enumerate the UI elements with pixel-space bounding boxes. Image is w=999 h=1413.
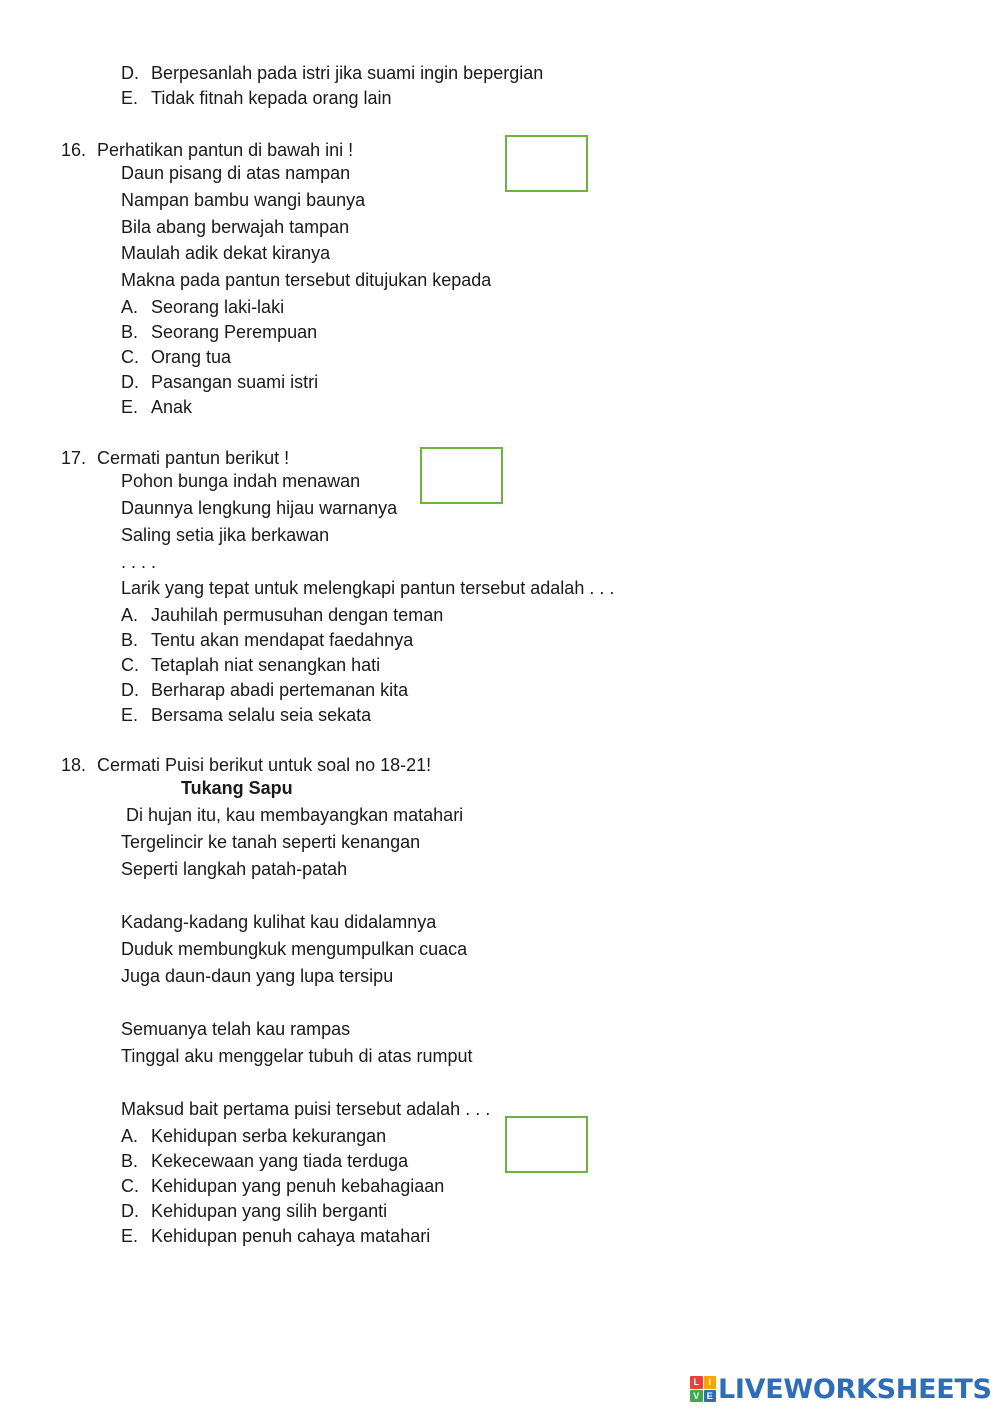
question-number: 17.	[61, 448, 87, 468]
option-a	[121, 296, 284, 318]
option-letter: D.	[121, 1201, 139, 1221]
option-b	[121, 1150, 408, 1172]
option-letter: A.	[121, 297, 139, 317]
option-text: Bersama selalu seia sekata	[151, 705, 372, 725]
option-b	[121, 629, 413, 651]
option-d	[121, 371, 318, 393]
question-18-prompt	[61, 754, 431, 776]
logo-text: LIVEWORKSHEETS	[718, 1373, 992, 1405]
pantun-blank-line: . . . .	[121, 552, 157, 572]
option-text: Orang tua	[151, 347, 232, 367]
poem-title: Tukang Sapu	[181, 778, 293, 798]
question-stem: Maksud bait pertama puisi tersebut adalah . . .	[121, 1099, 491, 1119]
question-number: 16.	[61, 140, 87, 160]
option-text: Anak	[151, 397, 193, 417]
option-text: Pasangan suami istri	[151, 372, 319, 392]
option-c	[121, 1175, 444, 1197]
poem-line: Kadang-kadang kulihat kau didalamnya	[121, 912, 437, 932]
poem-line: Semuanya telah kau rampas	[121, 1019, 351, 1039]
option-text: Jauhilah permusuhan dengan teman	[151, 605, 444, 625]
option-text: Seorang laki-laki	[151, 297, 285, 317]
option-letter: B.	[121, 1151, 139, 1171]
option-letter: E.	[121, 88, 139, 108]
answer-box-18[interactable]	[505, 1116, 588, 1173]
question-stem: Makna pada pantun tersebut ditujukan kepada	[121, 270, 492, 290]
option-letter: C.	[121, 655, 139, 675]
question-prompt: Cermati pantun berikut !	[97, 448, 290, 468]
pantun-line: Bila abang berwajah tampan	[121, 217, 350, 237]
poem-line: Di hujan itu, kau membayangkan matahari	[121, 805, 464, 825]
option-text: Tidak fitnah kepada orang lain	[151, 88, 392, 108]
logo-mark-letter: I	[704, 1376, 717, 1389]
answer-box-17[interactable]	[420, 447, 503, 504]
option-text: Berharap abadi pertemanan kita	[151, 680, 409, 700]
option-letter: B.	[121, 630, 139, 650]
option-text: Kehidupan penuh cahaya matahari	[151, 1226, 431, 1246]
logo-mark-letter: L	[690, 1376, 703, 1389]
option-letter: C.	[121, 1176, 139, 1196]
option-d	[121, 679, 408, 701]
option-e	[121, 396, 192, 418]
option-letter: E.	[121, 397, 139, 417]
option-e	[121, 87, 392, 109]
poem-line: Juga daun-daun yang lupa tersipu	[121, 966, 394, 986]
option-d	[121, 1200, 387, 1222]
pantun-line: Pohon bunga indah menawan	[121, 471, 361, 491]
option-letter: D.	[121, 372, 139, 392]
option-d	[121, 62, 543, 84]
option-text: Seorang Perempuan	[151, 322, 318, 342]
option-letter: D.	[121, 63, 139, 83]
option-e	[121, 704, 371, 726]
option-c	[121, 654, 380, 676]
option-letter: A.	[121, 605, 139, 625]
logo-mark-letter: V	[690, 1390, 703, 1403]
question-prompt: Perhatikan pantun di bawah ini !	[97, 140, 354, 160]
option-text: Kekecewaan yang tiada terduga	[151, 1151, 409, 1171]
question-17-prompt	[61, 447, 289, 469]
option-text: Kehidupan yang penuh kebahagiaan	[151, 1176, 445, 1196]
poem-line: Tinggal aku menggelar tubuh di atas rumput	[121, 1046, 473, 1066]
option-text: Tentu akan mendapat faedahnya	[151, 630, 414, 650]
question-number: 18.	[61, 755, 87, 775]
pantun-line: Nampan bambu wangi baunya	[121, 190, 366, 210]
liveworksheets-logo-icon	[690, 1376, 716, 1402]
pantun-line: Daun pisang di atas nampan	[121, 163, 351, 183]
option-text: Kehidupan serba kekurangan	[151, 1126, 387, 1146]
poem-line: Seperti langkah patah-patah	[121, 859, 348, 879]
option-text: Kehidupan yang silih berganti	[151, 1201, 388, 1221]
option-letter: C.	[121, 347, 139, 367]
pantun-line: Daunnya lengkung hijau warnanya	[121, 498, 398, 518]
question-prompt: Cermati Puisi berikut untuk soal no 18-21!	[97, 755, 432, 775]
option-letter: B.	[121, 322, 139, 342]
logo-mark-letter: E	[704, 1390, 717, 1403]
poem-line: Duduk membungkuk mengumpulkan cuaca	[121, 939, 468, 959]
option-letter: A.	[121, 1126, 139, 1146]
poem-line: Tergelincir ke tanah seperti kenangan	[121, 832, 421, 852]
option-letter: E.	[121, 1226, 139, 1246]
option-c	[121, 346, 231, 368]
option-text: Tetaplah niat senangkan hati	[151, 655, 381, 675]
option-letter: D.	[121, 680, 139, 700]
option-a	[121, 1125, 386, 1147]
question-16-prompt	[61, 139, 353, 161]
question-stem: Larik yang tepat untuk melengkapi pantun tersebut adalah . . .	[121, 578, 615, 598]
option-e	[121, 1225, 430, 1247]
answer-box-16[interactable]	[505, 135, 588, 192]
option-text: Berpesanlah pada istri jika suami ingin bepergian	[151, 63, 544, 83]
option-b	[121, 321, 317, 343]
option-a	[121, 604, 443, 626]
pantun-line: Maulah adik dekat kiranya	[121, 243, 331, 263]
option-letter: E.	[121, 705, 139, 725]
liveworksheets-logo	[690, 1374, 992, 1404]
pantun-line: Saling setia jika berkawan	[121, 525, 330, 545]
